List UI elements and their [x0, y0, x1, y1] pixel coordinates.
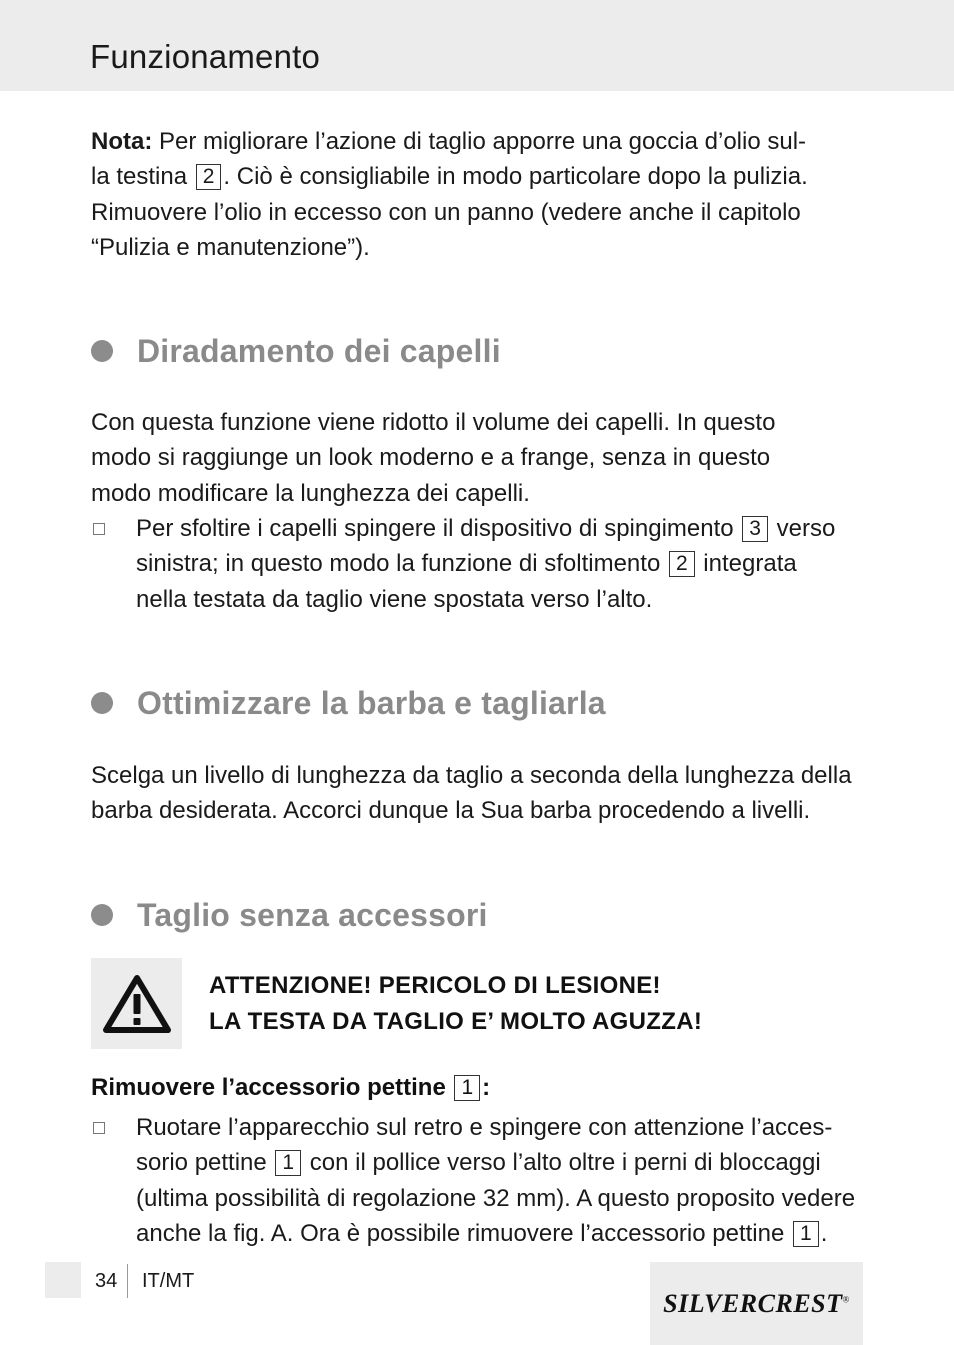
note-line-4: “Pulizia e manutenzione”).	[91, 233, 370, 261]
list-item	[91, 511, 861, 617]
page-title: Funzionamento	[90, 38, 321, 75]
text-line: modo si raggiunge un look moderno e a frange, senza in questo	[91, 444, 771, 472]
footer-marker	[45, 1262, 81, 1298]
ref-number: 1	[454, 1075, 480, 1101]
thinning-paragraph	[91, 405, 861, 511]
text-line: Scelga un livello di lunghezza da taglio a seconda della lunghezza della	[91, 762, 852, 789]
section-title: Ottimizzare la barba e tagliarla	[137, 684, 606, 721]
list-item-text: Per sfoltire i capelli spingere il dispositivo di spingimento 3 verso sinistra; in questo modo la funzione di sfoltimento 2 integrata nella testata da taglio viene spostata verso l’alto.	[136, 515, 836, 613]
list-item-text: Ruotare l’apparecchio sul retro e spingere con attenzione l’acces- sorio pettine 1 con il pollice verso l’alto oltre i perni di bloccaggi (ultima possibilità di regolazione 32 mm). A questo proposito vedere anche la fig. A. Ora è possibile rimuovere l’accessorio pettine 1 .	[136, 1114, 856, 1247]
text-line: Con questa funzione viene ridotto il volume dei capelli. In questo	[91, 409, 776, 436]
warning-triangle-icon	[102, 974, 172, 1034]
ref-number: 2	[196, 164, 222, 190]
warning-text: ATTENZIONE! PERICOLO DI LESIONE! LA TESTA DA TAGLIO E’ MOLTO AGUZZA!	[209, 972, 703, 1035]
ref-number: 1	[275, 1150, 301, 1176]
section-title: Diradamento dei capelli	[137, 332, 501, 369]
section-heading-beard	[91, 683, 606, 723]
brand-logo	[650, 1262, 863, 1345]
warning-box	[91, 958, 182, 1049]
square-bullet-icon	[93, 523, 105, 535]
list-item	[91, 1110, 861, 1251]
footer-divider	[127, 1264, 128, 1298]
brand-name: SILVERCREST	[663, 1288, 843, 1318]
bullet-dot-icon	[91, 904, 113, 926]
text-line: barba desiderata. Accorci dunque la Sua barba procedendo a livelli.	[91, 797, 811, 825]
language-code: IT/MT	[142, 1270, 195, 1292]
note-paragraph	[91, 124, 861, 265]
note-line-3: Rimuovere l’olio in eccesso con un panno (vedere anche il capitolo	[91, 198, 801, 226]
beard-paragraph	[91, 758, 861, 829]
bullet-dot-icon	[91, 692, 113, 714]
text-line: modo modificare la lunghezza dei capelli.	[91, 479, 530, 507]
registered-mark: ®	[842, 1293, 850, 1304]
section-title: Taglio senza accessori	[137, 896, 488, 933]
note-label: Nota:	[91, 128, 153, 155]
ref-number: 3	[742, 516, 768, 542]
note-line-1: Nota: Per migliorare l’azione di taglio apporre una goccia d’olio sul-	[91, 128, 807, 155]
remove-comb-subheading: Rimuovere l’accessorio pettine 1 :	[91, 1074, 491, 1101]
page-number: 34	[95, 1270, 118, 1292]
section-heading-no-accessories	[91, 895, 488, 935]
ref-number: 2	[669, 551, 695, 577]
bullet-dot-icon	[91, 340, 113, 362]
square-bullet-icon	[93, 1122, 105, 1134]
section-heading-thinning	[91, 331, 501, 371]
ref-number: 1	[793, 1221, 819, 1247]
note-line-2: la testina 2 . Ciò è consigliabile in modo particolare dopo la pulizia.	[91, 163, 808, 191]
